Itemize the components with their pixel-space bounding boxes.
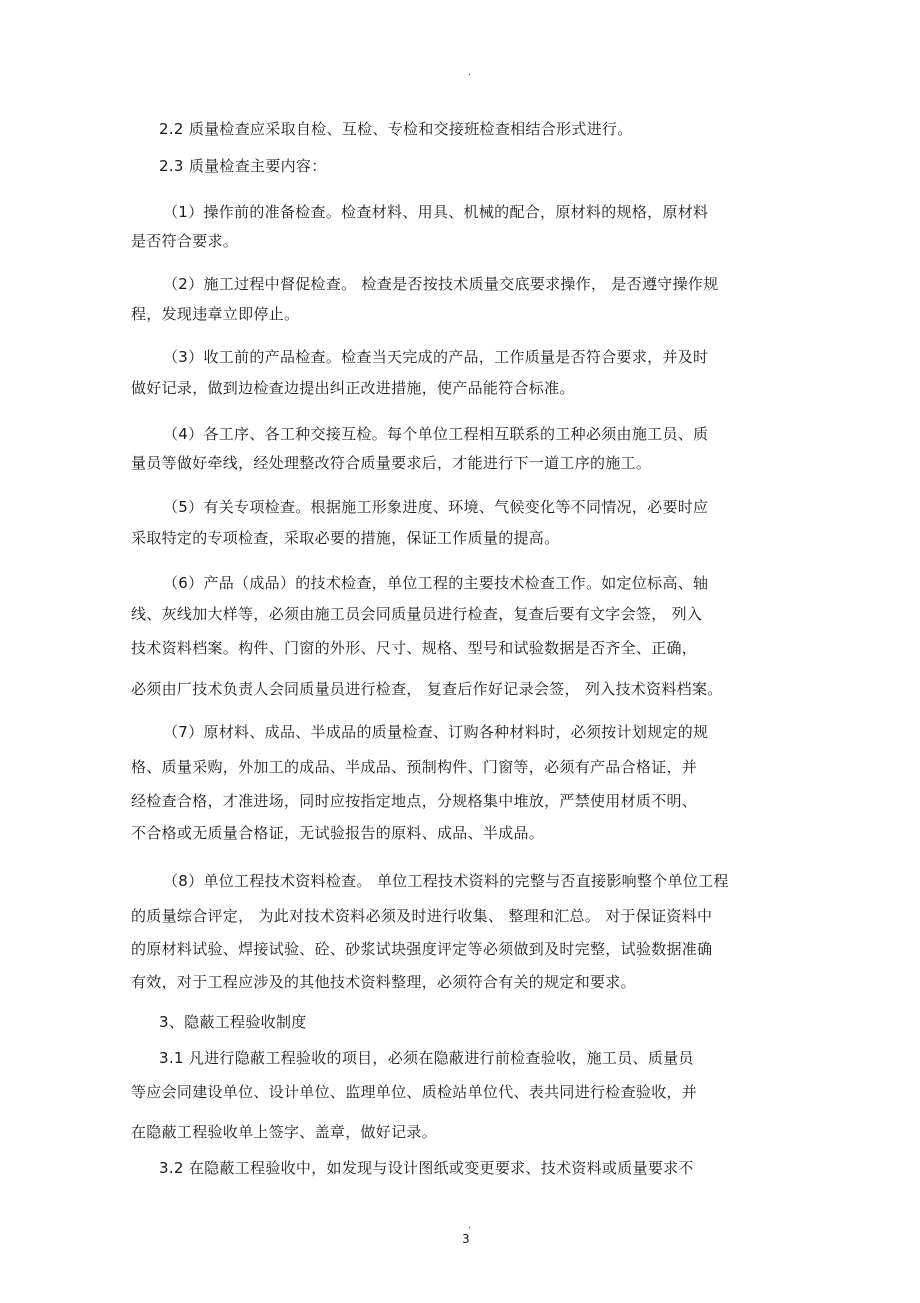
- text-line: 是否符合要求。: [131, 232, 239, 250]
- text-line: （8）单位工程技术资料检查。 单位工程技术资料的完整与否直接影响整个单位工程: [163, 872, 729, 890]
- text-line: （1）操作前的准备检查。检查材料、用具、机械的配合，原材料的规格，原材料: [163, 203, 709, 221]
- text-line: 采取特定的专项检查，采取必要的措施，保证工作质量的提高。: [131, 529, 560, 547]
- text-line: （3）收工前的产品检查。检查当天完成的产品，工作质量是否符合要求，并及时: [163, 348, 709, 366]
- text-line: 的原材料试验、焊接试验、砼、砂浆试块强度评定等必须做到及时完整，试验数据准确: [131, 940, 713, 958]
- text-line: （7）原材料、成品、半成品的质量检查、订购各种材料时，必须按计划规定的规: [163, 723, 709, 741]
- text-line: 在隐蔽工程验收单上签字、盖章，做好记录。: [131, 1123, 438, 1141]
- text-line: 量员等做好牵线，经处理整改符合质量要求后，才能进行下一道工序的施工。: [131, 454, 652, 472]
- text-line: 3、隐蔽工程验收制度: [159, 1013, 307, 1031]
- text-line: 等应会同建设单位、设计单位、监理单位、质检站单位代、表共同进行检查验收，并: [131, 1083, 698, 1101]
- text-line: 做好记录，做到边检查边提出纠正改进措施，使产品能符合标准。: [131, 379, 575, 397]
- text-line: 格、质量采购，外加工的成品、半成品、预制构件、门窗等，必须有产品合格证，并: [131, 758, 698, 776]
- text-line: 不合格或无质量合格证，无试验报告的原料、成品、半成品。: [131, 824, 545, 842]
- text-line: （5）有关专项检查。根据施工形象进度、环境、气候变化等不同情况，必要时应: [163, 498, 709, 516]
- text-line: 经检查合格，才准进场，同时应按指定地点，分规格集中堆放，严禁使用材质不明、: [131, 792, 698, 810]
- text-line: 有效，对于工程应涉及的其他技术资料整理，必须符合有关的规定和要求。: [131, 973, 636, 991]
- text-line: 技术资料档案。构件、门窗的外形、尺寸、规格、型号和试验数据是否齐全、正确，: [131, 639, 698, 657]
- text-line: （2）施工过程中督促检查。 检查是否按技术质量交底要求操作， 是否遵守操作规: [163, 275, 719, 293]
- text-line: 的质量综合评定， 为此对技术资料必须及时进行收集、 整理和汇总。 对于保证资料中: [131, 907, 713, 925]
- footer-mark: .: [468, 1220, 472, 1231]
- text-line: 3.2 在隐蔽工程验收中，如发现与设计图纸或变更要求、技术资料或质量要求不: [159, 1159, 694, 1177]
- text-line: 必须由厂技术负责人会同质量员进行检查， 复查后作好记录会签， 列入技术资料档案。: [131, 680, 723, 698]
- text-line: 2.3 质量检查主要内容：: [159, 157, 327, 175]
- text-line: 线、灰线加大样等，必须由施工员会同质量员进行检查，复查后要有文字会签， 列入: [131, 605, 703, 623]
- text-line: 2.2 质量检查应采取自检、互检、专检和交接班检查相结合形式进行。: [159, 120, 633, 138]
- text-line: 3.1 凡进行隐蔽工程验收的项目，必须在隐蔽进行前检查验收，施工员、质量员: [159, 1049, 694, 1067]
- page-number: 3: [462, 1232, 470, 1246]
- text-line: 程，发现违章立即停止。: [131, 305, 300, 323]
- text-line: （6）产品（成品）的技术检查，单位工程的主要技术检查工作。如定位标高、轴: [163, 574, 709, 592]
- header-mark: .: [468, 67, 472, 78]
- text-line: （4）各工序、各工种交接互检。每个单位工程相互联系的工种必须由施工员、质: [163, 425, 709, 443]
